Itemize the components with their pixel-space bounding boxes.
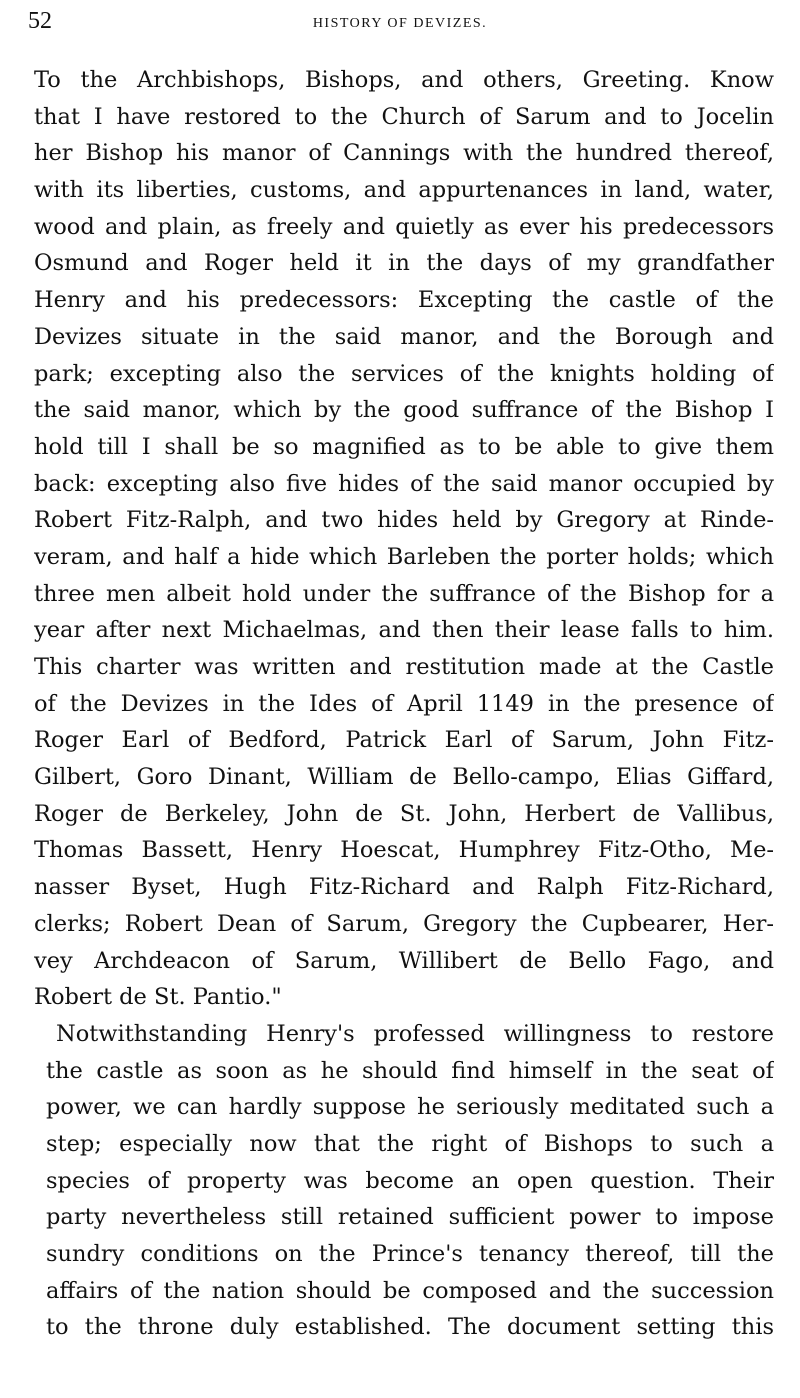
paragraph-commentary [34,1016,774,1346]
text-line: of the Devizes in the Ides of April 1149 in the presence of [34,690,774,717]
text-line: that I have restored to the Church of Sarum and to Jocelin [34,103,774,130]
text-line: Osmund and Roger held it in the days of my grandfather [34,250,774,277]
text-line: affairs of the nation should be composed and the succession [46,1277,774,1304]
text-line: Notwithstanding Henry's professed willingness to restore [56,1020,774,1047]
text-line: To the Archbishops, Bishops, and others, Greeting. Know [34,67,774,93]
text-line: This charter was written and restitution made at the Castle [34,654,774,680]
text-line: to the throne duly established. The document setting this [46,1314,774,1341]
text-line: Robert de St. Pantio." [34,984,282,1011]
text-line: power, we can hardly suppose he seriously meditated such a [46,1094,774,1121]
text-line: nasser Byset, Hugh Fitz-Richard and Ralph Fitz-Richard, [34,874,774,901]
text-line: with its liberties, customs, and appurtenances in land, water, [34,177,774,204]
text-line: clerks; Robert Dean of Sarum, Gregory the Cupbearer, Her- [34,910,774,937]
text-line: the castle as soon as he should find himself in the seat of [46,1057,774,1084]
text-line: Robert Fitz-Ralph, and two hides held by Gregory at Rinde- [34,507,774,534]
text-line: vey Archdeacon of Sarum, Willibert de Bello Fago, and [34,947,774,974]
text-line: Roger Earl of Bedford, Patrick Earl of Sarum, John Fitz- [34,727,774,754]
body-text [34,62,774,1346]
text-line: species of property was become an open question. Their [46,1167,774,1194]
page-number: 52 [28,8,52,34]
text-line: Thomas Bassett, Henry Hoescat, Humphrey Fitz-Otho, Me- [34,837,774,864]
text-line: party nevertheless still retained sufficient power to impose [46,1204,774,1231]
text-line: three men albeit hold under the suffrance of the Bishop for a [34,580,774,607]
text-line: Gilbert, Goro Dinant, William de Bello-campo, Elias Giffard, [34,764,774,791]
running-head: HISTORY OF DEVIZES. [312,16,488,31]
text-line: park; excepting also the services of the knights holding of [34,360,774,387]
paragraph-charter-quote [34,62,774,1016]
page-header [28,8,772,40]
text-line: the said manor, which by the good suffrance of the Bishop I [34,397,774,424]
text-line: her Bishop his manor of Cannings with the hundred thereof, [34,140,774,167]
text-line: Henry and his predecessors: Excepting the castle of the [34,287,774,314]
text-line: Devizes situate in the said manor, and the Borough and [34,323,774,350]
text-line: back: excepting also five hides of the said manor occupied by [34,470,774,497]
text-line: veram, and half a hide which Barleben the porter holds; which [34,543,774,570]
text-line: sundry conditions on the Prince's tenancy thereof, till the [46,1241,774,1267]
text-line: wood and plain, as freely and quietly as ever his predecessors [34,213,774,240]
text-line: year after next Michaelmas, and then their lease falls to him. [34,617,774,644]
text-line: step; especially now that the right of Bishops to such a [46,1130,774,1157]
text-line: Roger de Berkeley, John de St. John, Herbert de Vallibus, [34,800,774,827]
text-line: hold till I shall be so magnified as to be able to give them [34,433,774,460]
